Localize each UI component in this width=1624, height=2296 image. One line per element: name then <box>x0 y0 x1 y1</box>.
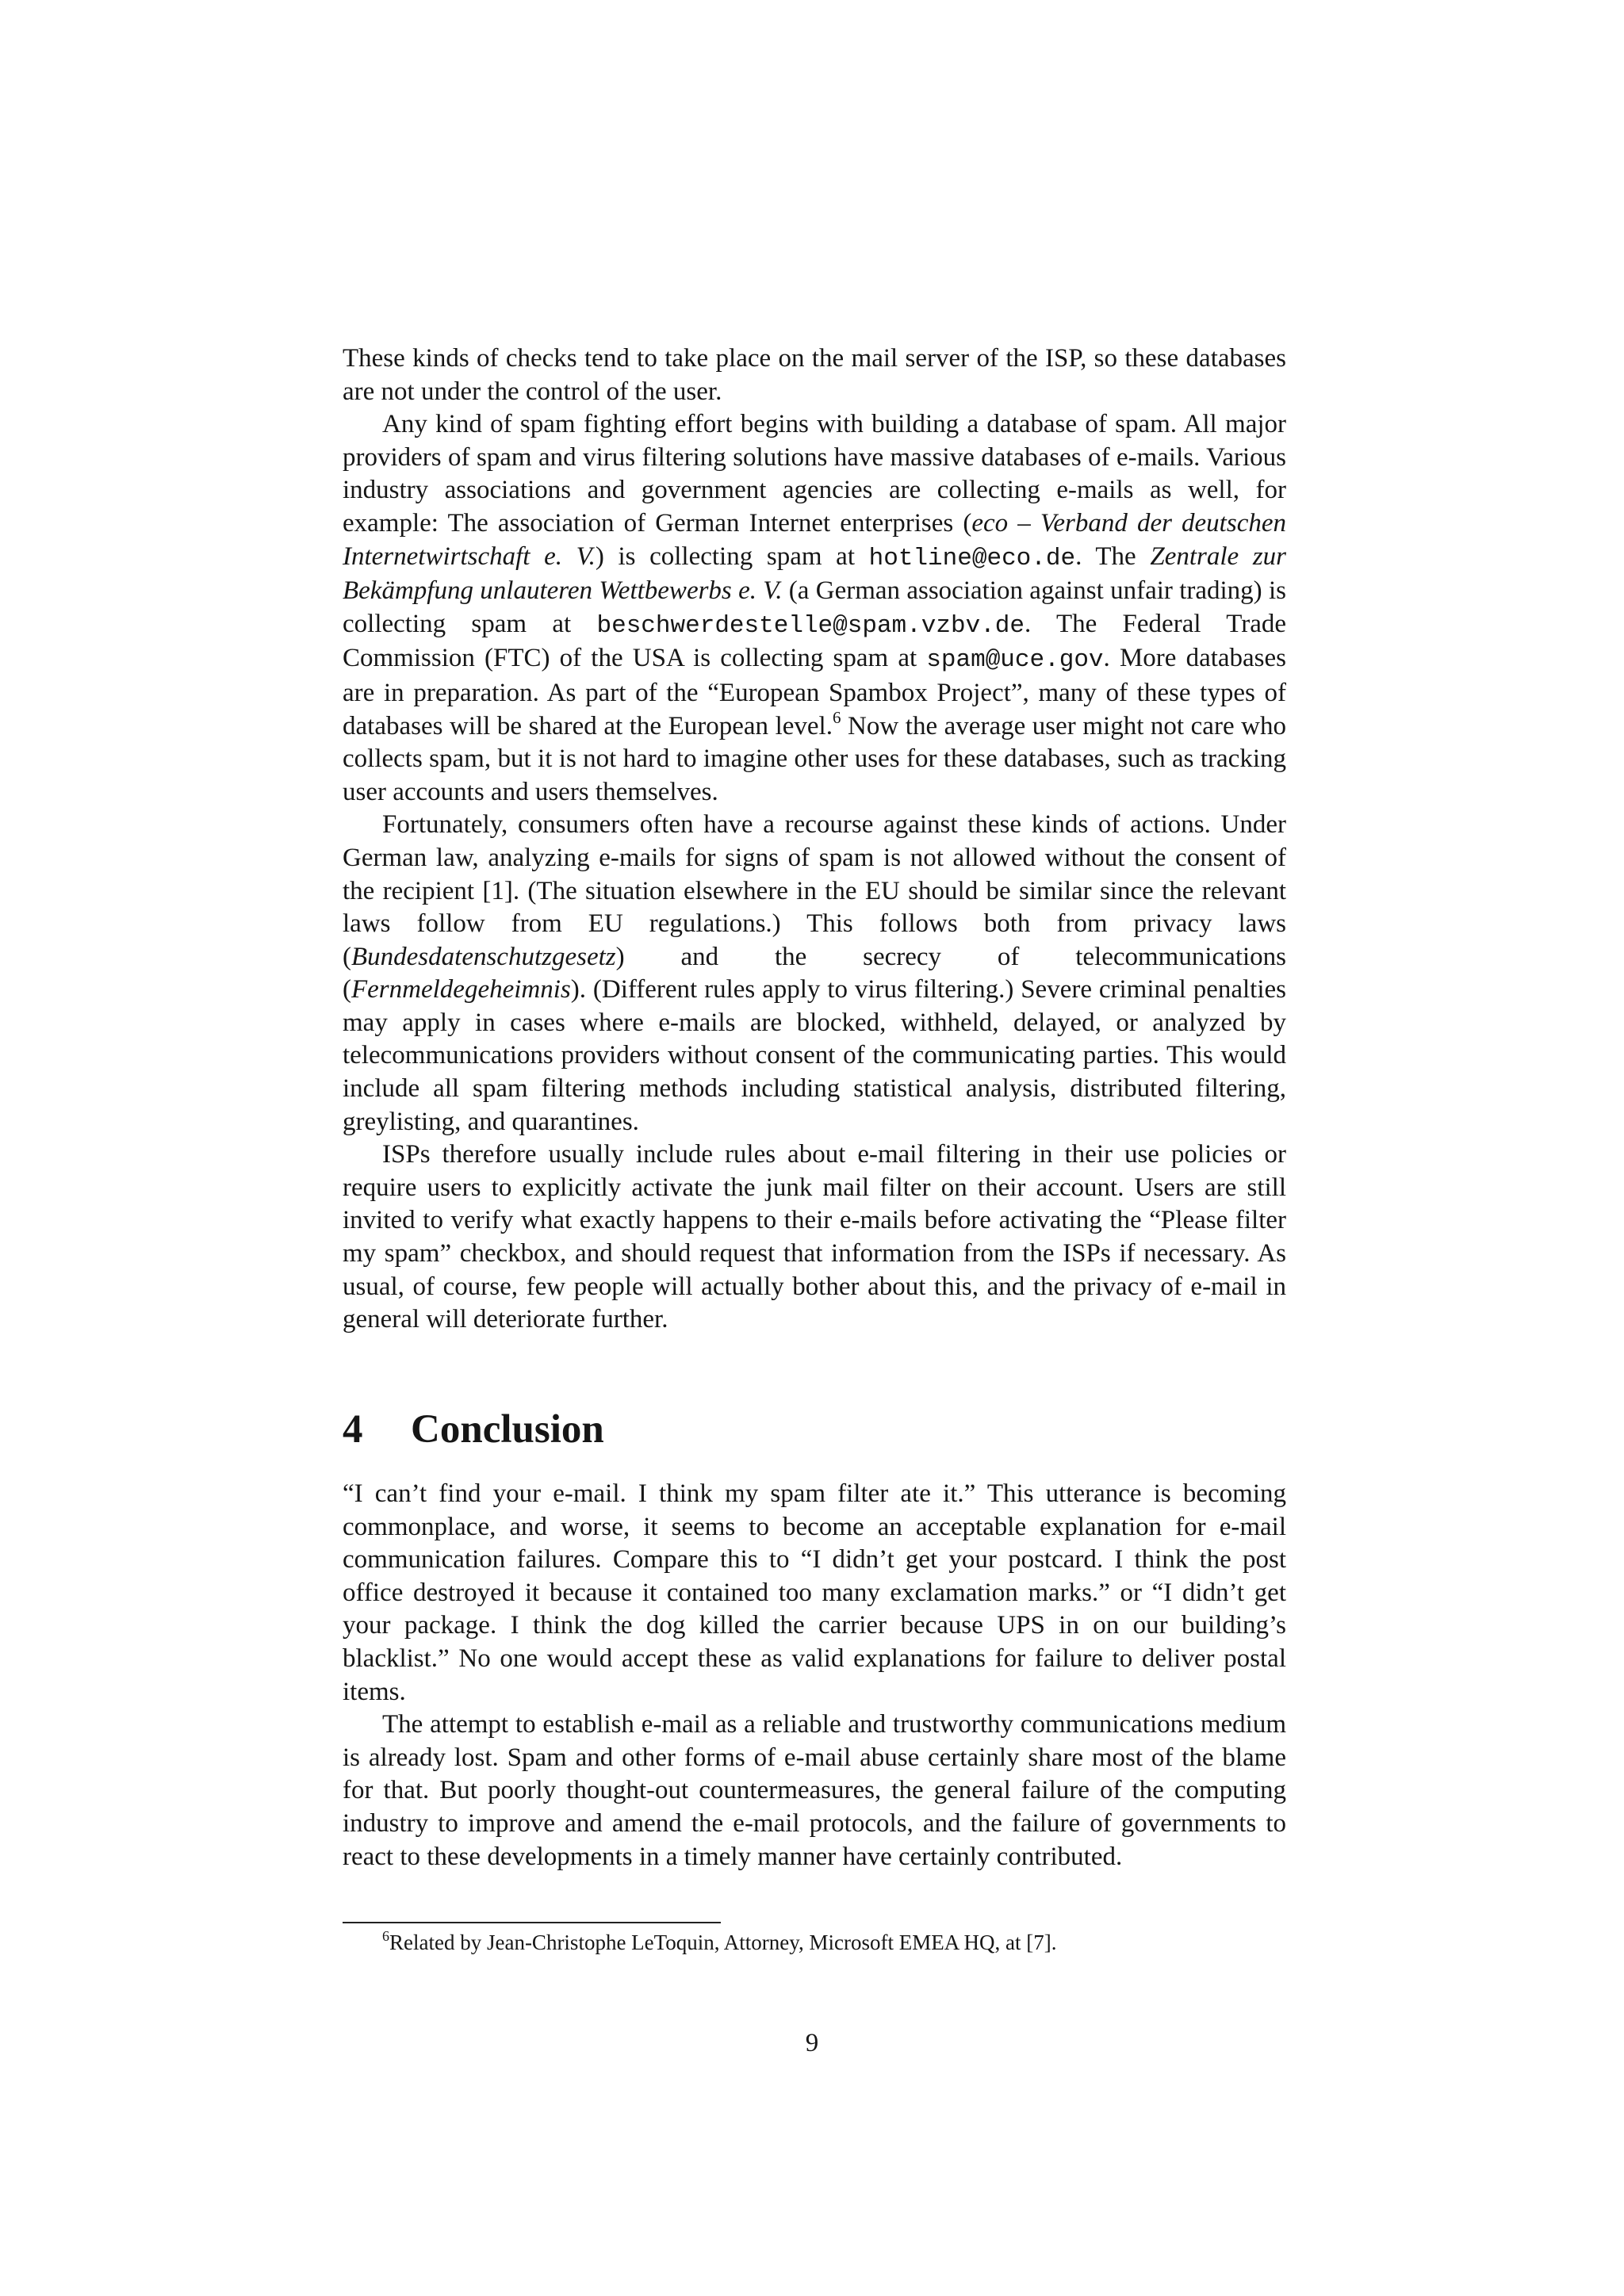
body-text-section-3 <box>343 342 1286 1337</box>
paragraph-spam-databases <box>343 408 1286 809</box>
paragraph-conclusion-1: “I can’t find your e-mail. I think my spam filter ate it.” This utterance is becoming commonplace, and worse, it seems to become an acceptable explanation for e-mail communication failures. Compare this to “I didn’t get your postcard. I think the post office destroyed it because it contained too many exclamation marks.” or “I didn’t get your package. I think the dog killed the carrier because UPS in on our building’s blacklist.” No one would accept these as valid explanations for failure to deliver postal items. <box>343 1479 1286 1706</box>
section-title: Conclusion <box>411 1407 604 1452</box>
email-address: spam@uce.gov <box>926 646 1104 675</box>
section-heading <box>343 1402 1286 1457</box>
email-address: hotline@eco.de <box>868 544 1076 572</box>
paragraph-consumer-recourse <box>343 809 1286 1138</box>
footnote-marker: 6 <box>382 1928 389 1944</box>
text-span: (a German association against unfair trading) is collecting spam at <box>343 576 1286 638</box>
body-text-conclusion <box>343 1478 1286 1873</box>
italic-law-name: Bundesdatenschutzgesetz <box>351 942 616 971</box>
text-span: ) is collecting spam at <box>595 541 869 571</box>
page-number: 9 <box>805 2029 819 2057</box>
email-address: beschwerdestelle@spam.vzbv.de <box>596 611 1025 640</box>
text-span: Fortunately, consumers often have a recourse against these kinds of actions. Under German law, analyzing e-mails for signs of spam is not allowed without the consent of the recipient [1]. (The situation elsewhere in the EU should be similar since the relevant laws follow from EU regulations.) This follows both from privacy laws ( <box>343 810 1286 971</box>
footnote-reference: 6 <box>832 707 841 727</box>
italic-org-name: eco – Verband der deutschen Internetwirtschaft e. V. <box>343 508 1286 571</box>
text-span: ) and the secrecy of telecommunications ( <box>343 942 1286 1004</box>
footnote <box>343 1928 1286 1957</box>
paragraph-isp-checks: These kinds of checks tend to take place on the mail server of the ISP, so these databases are not under the control of the user. <box>343 344 1286 406</box>
footnote-divider <box>343 1922 721 1923</box>
text-span: Any kind of spam fighting effort begins with building a database of spam. All major providers of spam and virus filtering solutions have massive databases of e-mails. Various industry associations and government agencies are collecting e-mails as well, for example: The association of German Internet enterprises ( <box>343 410 1286 538</box>
text-span: . The Federal Trade Commission (FTC) of the USA is collecting spam at <box>343 609 1286 673</box>
italic-org-name: Zentrale zur Bekämpfung unlauteren Wettbewerbs e. V. <box>343 541 1286 606</box>
text-span: ). (Different rules apply to virus filtering.) Severe criminal penalties may apply in cases where e-mails are blocked, withheld, delayed, or analyzed by telecommunications providers without consent of the communicating parties. This would include all spam filtering methods including statistical analysis, distributed filtering, greylisting, and quarantines. <box>343 975 1286 1136</box>
paragraph-conclusion-2: The attempt to establish e-mail as a reliable and trustworthy communications medium is already lost. Spam and other forms of e-mail abuse certainly share most of the blame for that. But poorly thought-out countermeasures, the general failure of the computing industry to improve and amend the e-mail protocols, and the failure of governments to react to these developments in a timely manner have certainly contributed. <box>343 1710 1286 1871</box>
section-number: 4 <box>343 1407 363 1452</box>
footnote-text: Related by Jean-Christophe LeToquin, Attorney, Microsoft EMEA HQ, at [7]. <box>389 1931 1057 1954</box>
text-span: . The <box>1075 541 1151 571</box>
italic-law-name: Fernmeldegeheimnis <box>351 975 571 1004</box>
paragraph-isp-policies: ISPs therefore usually include rules about e-mail filtering in their use policies or require users to explicitly activate the junk mail filter on their account. Users are still invited to verify what exactly happens to their e-mails before activating the “Please filter my spam” checkbox, and should request that information from the ISPs if necessary. As usual, of course, few people will actually bother about this, and the privacy of e-mail in general will deteriorate further. <box>343 1140 1286 1334</box>
text-span: Now the average user might not care who collects spam, but it is not hard to imagine other uses for these databases, such as tracking user accounts and users themselves. <box>343 711 1286 806</box>
text-span: . More databases are in preparation. As part of the “European Spambox Project”, many of these types of databases will be shared at the European level. <box>343 644 1287 740</box>
